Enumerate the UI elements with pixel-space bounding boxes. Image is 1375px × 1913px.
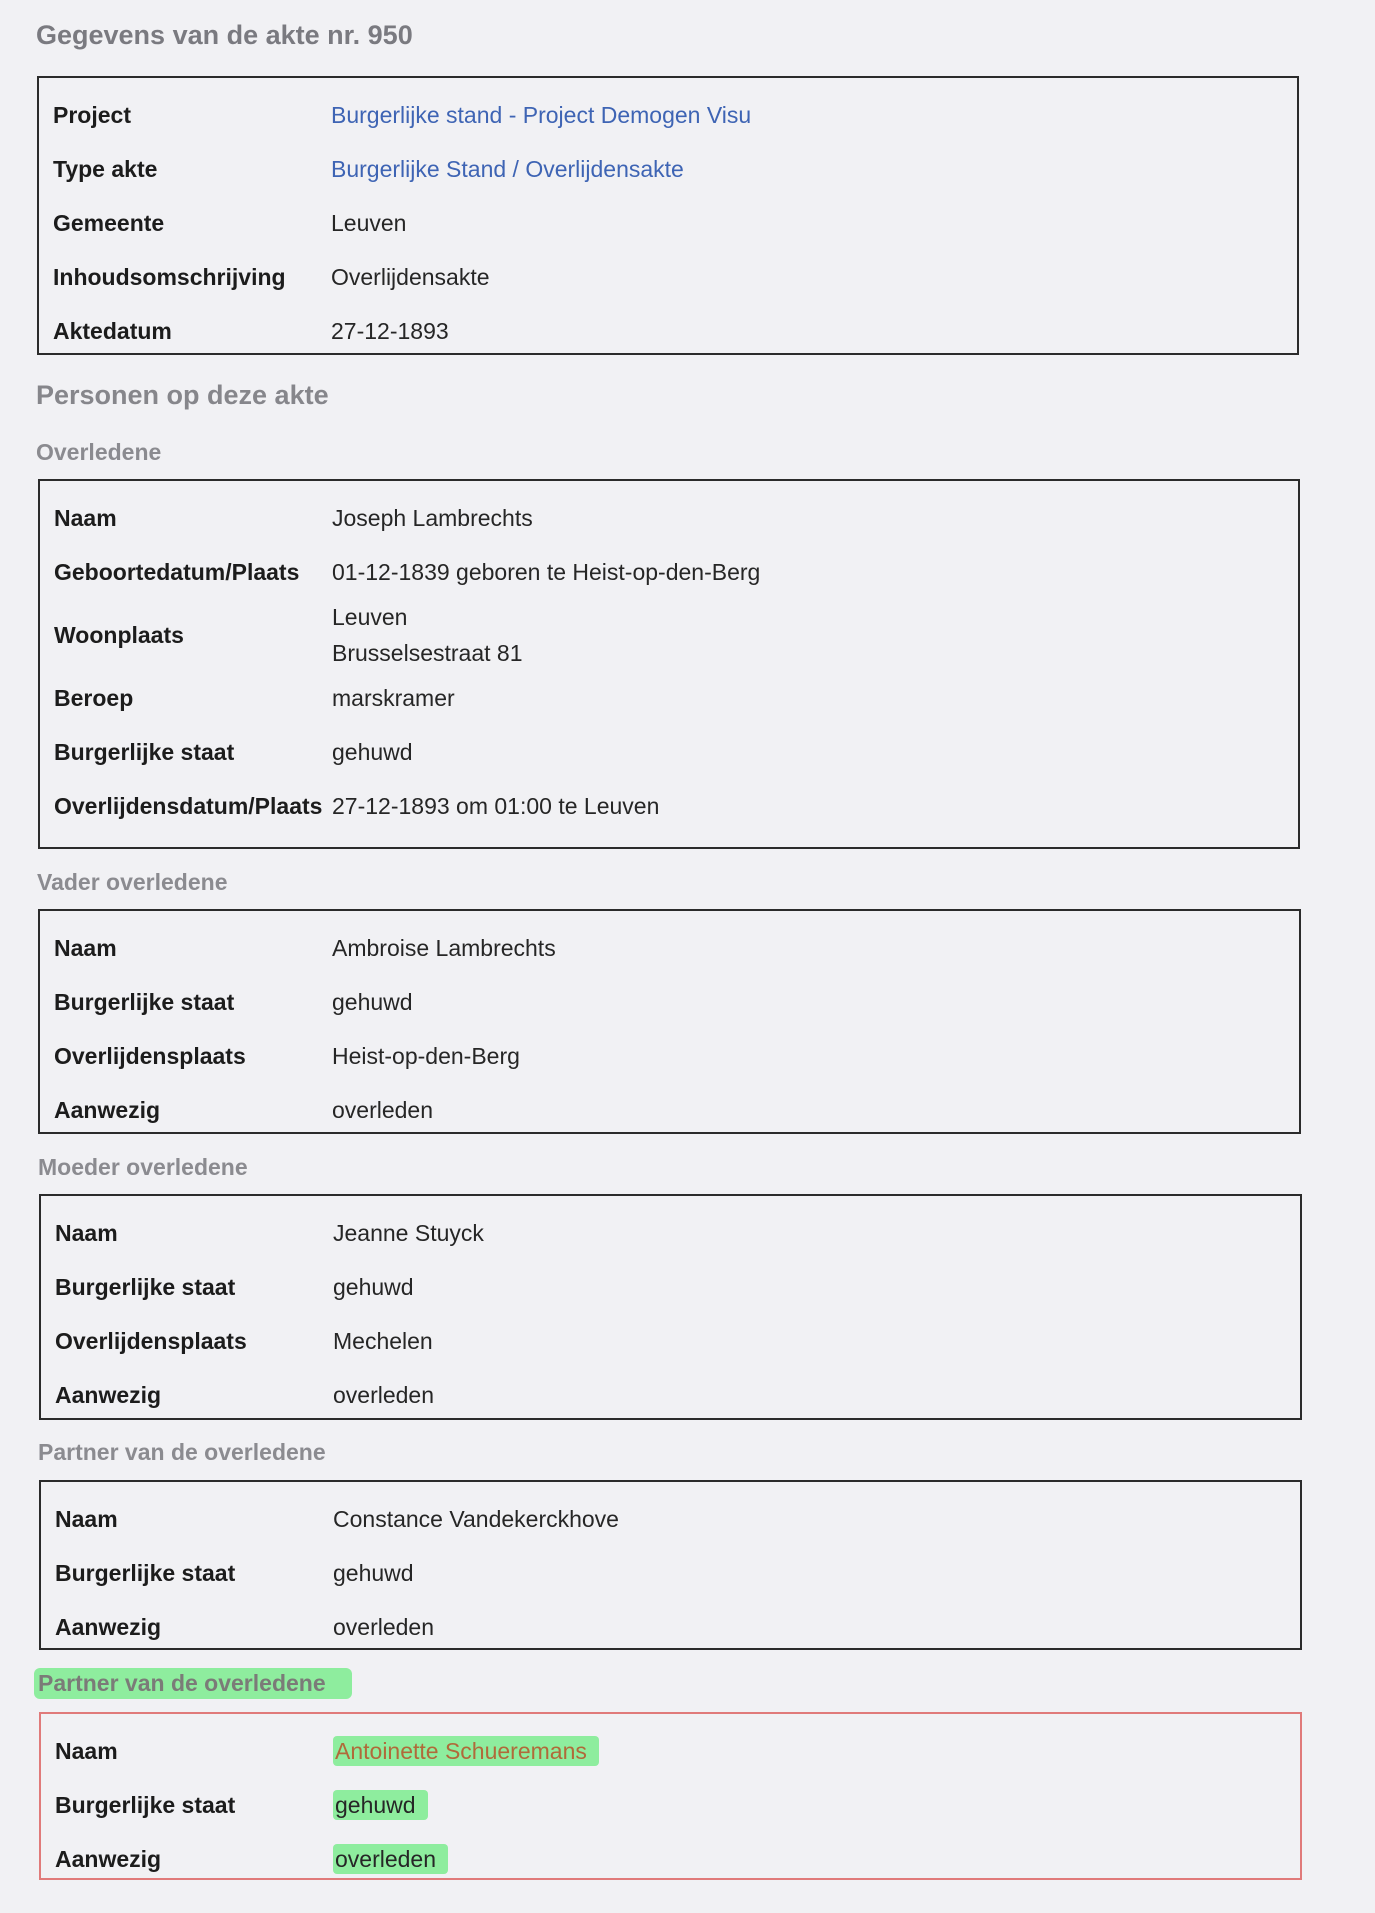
aanwezig-label: Aanwezig bbox=[54, 1096, 161, 1123]
aanwezig-value: overleden bbox=[333, 1382, 435, 1408]
overledene-heading: Overledene bbox=[36, 439, 162, 465]
overlijdensplaats-label: Overlijdensplaats bbox=[54, 1042, 246, 1069]
naam-label: Naam bbox=[54, 504, 117, 531]
partner2-staat-row bbox=[41, 1778, 1300, 1832]
woonplaats-label: Woonplaats bbox=[54, 621, 184, 648]
personen-heading: Personen op deze akte bbox=[36, 380, 329, 410]
staat-label: Burgerlijke staat bbox=[55, 1791, 236, 1818]
partner2-box bbox=[39, 1712, 1302, 1880]
vader-heading: Vader overledene bbox=[37, 869, 228, 895]
staat-label: Burgerlijke staat bbox=[55, 1273, 236, 1300]
type-akte-link[interactable]: Burgerlijke Stand / Overlijdensakte bbox=[331, 156, 684, 182]
page-title: Gegevens van de akte nr. 950 bbox=[36, 20, 413, 50]
geboorte-label: Geboortedatum/Plaats bbox=[54, 558, 300, 585]
vader-naam-row bbox=[40, 921, 1299, 975]
partner2-aanwezig-row bbox=[41, 1832, 1300, 1886]
partner1-naam-row bbox=[41, 1492, 1300, 1546]
inhoud-row bbox=[39, 250, 1297, 304]
project-link[interactable]: Burgerlijke stand - Project Demogen Visu bbox=[331, 102, 752, 128]
naam-value: Joseph Lambrechts bbox=[332, 505, 533, 531]
naam-value bbox=[333, 1733, 599, 1769]
gemeente-value: Leuven bbox=[331, 210, 407, 236]
overlijdensplaats-value: Mechelen bbox=[333, 1328, 433, 1354]
woonplaats-street: Brusselsestraat 81 bbox=[332, 640, 523, 666]
aanwezig-label: Aanwezig bbox=[55, 1845, 162, 1872]
partner2-naam-row bbox=[41, 1724, 1300, 1778]
overlijdensplaats-value: Heist-op-den-Berg bbox=[332, 1043, 520, 1069]
naam-value: Ambroise Lambrechts bbox=[332, 935, 556, 961]
moeder-plaats-row bbox=[41, 1314, 1300, 1368]
geboorte-row bbox=[40, 545, 1298, 599]
moeder-naam-row bbox=[41, 1206, 1300, 1260]
akte-details-box bbox=[37, 76, 1299, 355]
staat-value: gehuwd bbox=[333, 1274, 414, 1300]
naam-value: Constance Vandekerckhove bbox=[333, 1506, 619, 1532]
beroep-row bbox=[40, 671, 1298, 725]
aktedatum-value: 27-12-1893 bbox=[331, 318, 449, 344]
aanwezig-value bbox=[333, 1841, 448, 1877]
aanwezig-value: overleden bbox=[333, 1614, 435, 1640]
vader-staat-row bbox=[40, 975, 1299, 1029]
woonplaats-row bbox=[40, 599, 1298, 671]
moeder-box bbox=[39, 1194, 1302, 1420]
overlijden-value: 27-12-1893 om 01:00 te Leuven bbox=[332, 793, 660, 819]
overlijden-label: Overlijdensdatum/Plaats bbox=[54, 792, 323, 819]
partner1-staat-row bbox=[41, 1546, 1300, 1600]
beroep-label: Beroep bbox=[54, 684, 134, 711]
woonplaats-value bbox=[332, 599, 522, 671]
aktedatum-label: Aktedatum bbox=[53, 317, 172, 344]
naam-label: Naam bbox=[54, 934, 117, 961]
highlighted-naam: Antoinette Schueremans bbox=[333, 1736, 599, 1766]
naam-value: Jeanne Stuyck bbox=[333, 1220, 484, 1246]
staat-value: gehuwd bbox=[333, 1560, 414, 1586]
staat-label: Burgerlijke staat bbox=[55, 1559, 236, 1586]
aanwezig-value: overleden bbox=[332, 1097, 434, 1123]
naam-label: Naam bbox=[55, 1505, 118, 1532]
overledene-box bbox=[38, 479, 1300, 849]
staat-label: Burgerlijke staat bbox=[54, 738, 235, 765]
overlijden-row bbox=[40, 779, 1298, 833]
project-label: Project bbox=[53, 101, 131, 128]
overlijdensplaats-label: Overlijdensplaats bbox=[55, 1327, 247, 1354]
naam-label: Naam bbox=[55, 1219, 118, 1246]
type-akte-label: Type akte bbox=[53, 155, 158, 182]
inhoud-label: Inhoudsomschrijving bbox=[53, 263, 286, 290]
moeder-staat-row bbox=[41, 1260, 1300, 1314]
gemeente-label: Gemeente bbox=[53, 209, 165, 236]
staat-value bbox=[333, 1787, 428, 1823]
naam-label: Naam bbox=[55, 1737, 118, 1764]
gemeente-row bbox=[39, 196, 1297, 250]
aanwezig-label: Aanwezig bbox=[55, 1613, 162, 1640]
partner2-heading: Partner van de overledene bbox=[34, 1668, 352, 1699]
aanwezig-label: Aanwezig bbox=[55, 1381, 162, 1408]
moeder-heading: Moeder overledene bbox=[38, 1154, 248, 1180]
project-row bbox=[39, 88, 1297, 142]
geboorte-value: 01-12-1839 geboren te Heist-op-den-Berg bbox=[332, 559, 761, 585]
moeder-aanwezig-row bbox=[41, 1368, 1300, 1422]
staat-value: gehuwd bbox=[332, 989, 413, 1015]
woonplaats-city: Leuven bbox=[332, 604, 408, 630]
vader-plaats-row bbox=[40, 1029, 1299, 1083]
highlighted-staat: gehuwd bbox=[333, 1790, 428, 1820]
partner1-heading: Partner van de overledene bbox=[38, 1439, 326, 1465]
inhoud-value: Overlijdensakte bbox=[331, 264, 490, 290]
beroep-value: marskramer bbox=[332, 685, 455, 711]
vader-aanwezig-row bbox=[40, 1083, 1299, 1137]
type-akte-row bbox=[39, 142, 1297, 196]
overledene-naam-row bbox=[40, 491, 1298, 545]
staat-value: gehuwd bbox=[332, 739, 413, 765]
staat-label: Burgerlijke staat bbox=[54, 988, 235, 1015]
staat-row bbox=[40, 725, 1298, 779]
aktedatum-row bbox=[39, 304, 1297, 358]
highlighted-aanwezig: overleden bbox=[333, 1844, 448, 1874]
partner1-aanwezig-row bbox=[41, 1600, 1300, 1654]
partner1-box bbox=[39, 1480, 1302, 1650]
vader-box bbox=[38, 909, 1301, 1134]
